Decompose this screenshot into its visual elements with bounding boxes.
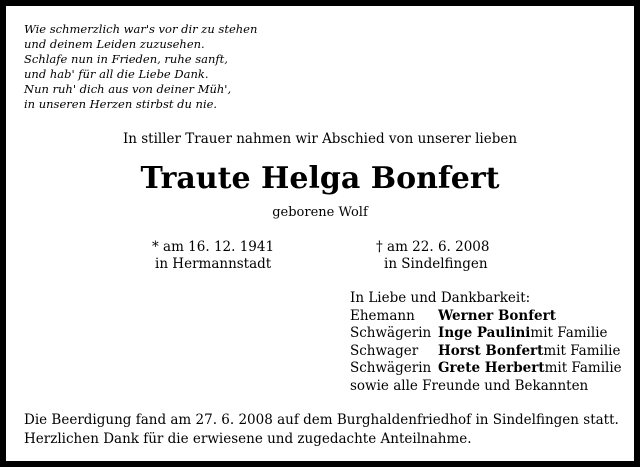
mourner-relation: Ehemann [350,307,415,324]
memorial-poem [24,22,257,112]
mourner-row [350,360,622,378]
mourners-heading: In Liebe und Dankbarkeit: [350,290,531,306]
funeral-info: Die Beerdigung fand am 27. 6. 2008 auf dem Burghaldenfriedhof in Sindelfingen statt. [24,412,619,428]
mourner-relation: Schwägerin [350,325,432,341]
poem-line: und hab' für all die Liebe Dank. [24,67,209,81]
thanks-line: Herzlichen Dank für die erwiesene und zugedachte Anteilnahme. [24,431,472,447]
mourner-row [350,308,622,326]
poem-line: Nun ruh' dich aus von deiner Müh', [24,82,232,96]
mourners-closing: sowie alle Freunde und Bekannten [350,377,589,394]
birth-block [152,239,274,273]
mourner-suffix: mit Familie [543,342,621,359]
mourner-name: Werner Bonfert [438,307,556,324]
intro-text: In stiller Trauer nahmen wir Abschied von unserer lieben [122,131,518,147]
mourner-name: Inge Paulini [438,325,531,341]
mourner-name: Horst Bonfert [438,342,544,359]
mourner-name: Grete Herbert [438,360,545,376]
birth-place: in Hermannstadt [155,256,272,272]
mourner-relation: Schwägerin [350,360,432,376]
mourner-row [350,343,622,361]
mourner-relation: Schwager [350,342,419,359]
mourners-list [350,290,622,395]
poem-line: Wie schmerzlich war's vor dir zu stehen [24,22,258,36]
death-place: in Sindelfingen [384,256,488,272]
death-date: † am 22. 6. 2008 [376,239,490,255]
death-block [376,239,489,273]
birth-date: * am 16. 12. 1941 [152,239,275,255]
mourner-row [350,325,622,343]
maiden-name: geborene Wolf [272,205,368,220]
footer-text [24,411,619,449]
poem-line: in unseren Herzen stirbst du nie. [24,97,218,111]
deceased-name: Traute Helga Bonfert [140,161,500,196]
poem-line: und deinem Leiden zuzusehen. [24,37,205,51]
mourner-suffix: mit Familie [530,325,608,341]
poem-line: Schlafe nun in Frieden, ruhe sanft, [24,52,228,66]
mourner-suffix: mit Familie [544,360,622,376]
